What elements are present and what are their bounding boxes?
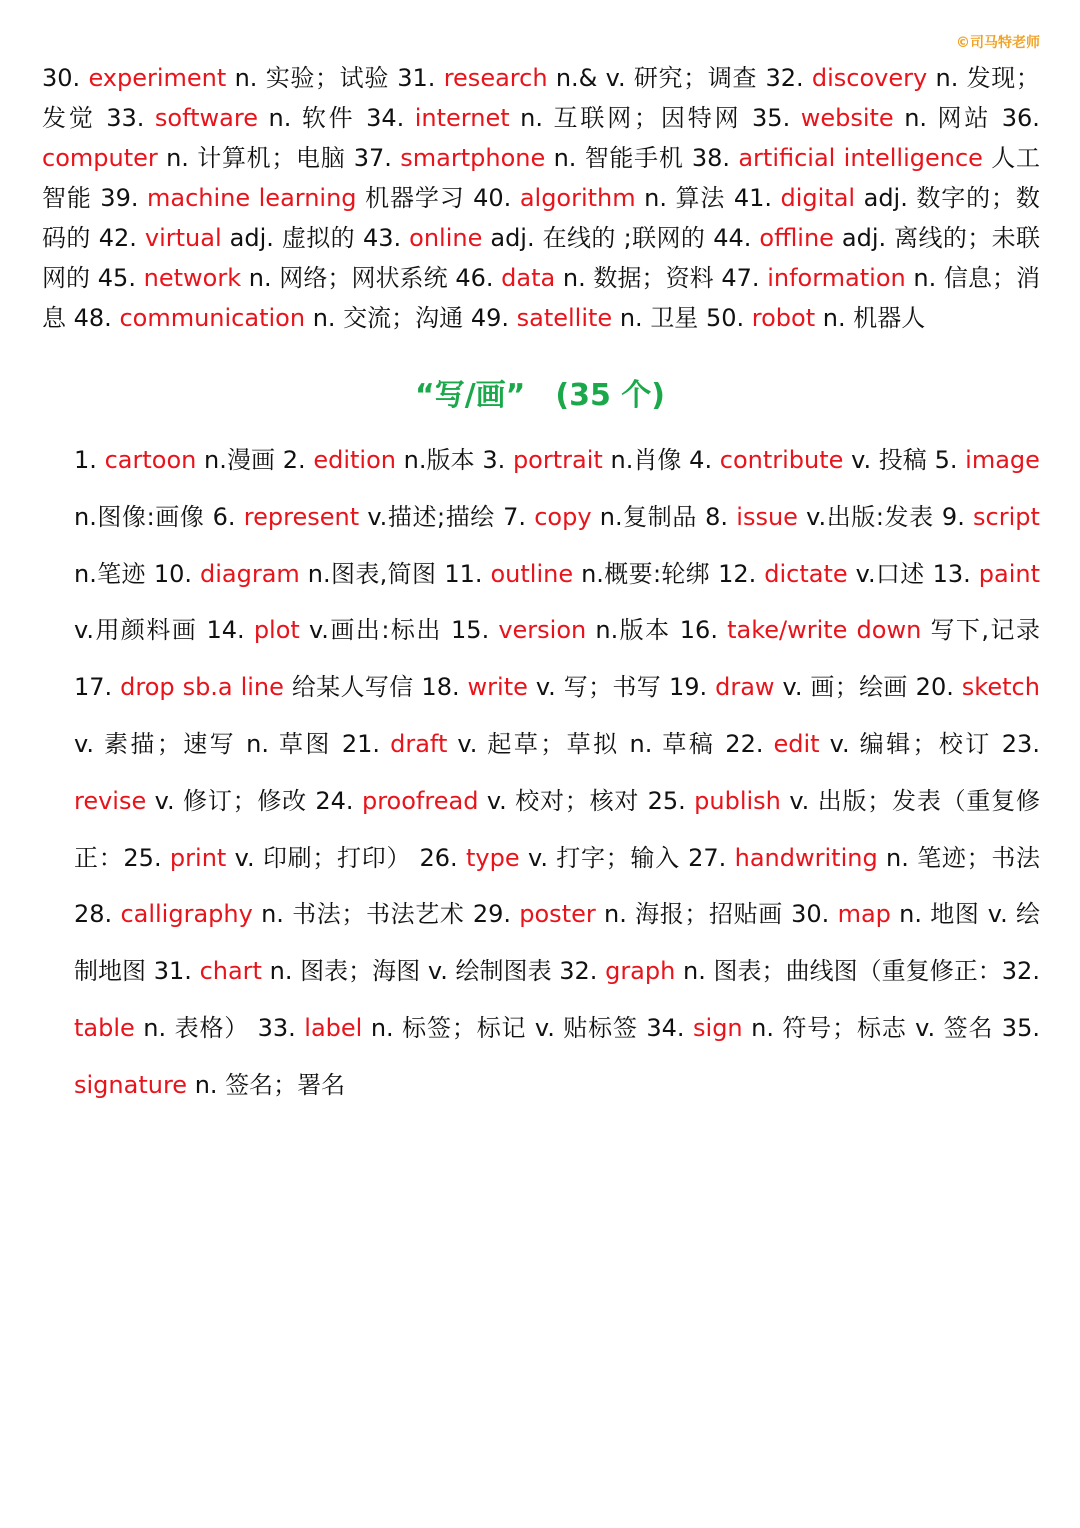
entry-definition: 给某人写信 xyxy=(291,673,414,702)
entry-word: represent xyxy=(243,502,360,531)
entry-definition: v. 打字；输入 xyxy=(527,843,680,872)
entry-word: copy xyxy=(534,502,592,531)
entry-definition: v. 编辑；校订 xyxy=(829,729,992,758)
vocab-entry xyxy=(42,64,389,92)
entry-definition: v. 写；书写 xyxy=(535,673,662,702)
vocab-entry xyxy=(74,446,275,474)
entry-number: 25. xyxy=(647,786,686,815)
entry-number: 17. xyxy=(74,673,113,702)
vocab-entry xyxy=(213,503,495,531)
vocab-entry xyxy=(154,560,436,588)
entry-number: 6. xyxy=(212,502,236,531)
entry-word: edition xyxy=(313,446,396,474)
entry-definition: n.漫画 xyxy=(204,446,276,474)
entry-number: 8. xyxy=(705,502,729,531)
entry-definition: n. 发现；发觉 xyxy=(42,64,1040,132)
entry-word: write xyxy=(467,673,528,702)
vocab-entry xyxy=(669,673,908,701)
vocab-entry xyxy=(342,730,715,758)
entry-definition: v. 印刷；打印） xyxy=(234,843,412,872)
entry-number: 40. xyxy=(473,184,512,212)
entry-number: 10. xyxy=(153,559,193,588)
entry-number: 11. xyxy=(444,559,483,588)
entry-definition: n. 互联网；因特网 xyxy=(520,104,742,132)
entry-number: 1. xyxy=(74,446,97,474)
entry-number: 47. xyxy=(721,264,760,292)
entry-definition: n. 软件 xyxy=(268,104,356,132)
entry-number: 23. xyxy=(1001,729,1040,758)
entry-number: 31. xyxy=(397,64,436,92)
vocab-entry xyxy=(170,844,411,872)
entry-word: sign xyxy=(693,1013,743,1042)
entry-definition: v.用颜料画 xyxy=(74,616,198,645)
vocab-entry xyxy=(444,560,710,588)
entry-definition: n.版本 xyxy=(595,616,671,645)
entry-word: issue xyxy=(736,502,798,531)
entry-word: artificial intelligence xyxy=(738,144,983,172)
vocab-entry xyxy=(689,446,927,474)
entry-definition: n. 智能手机 xyxy=(553,144,684,172)
entry-word: poster xyxy=(519,900,596,929)
entry-definition: v. 出版；发表（重复修正：25. xyxy=(74,786,1040,872)
entry-definition: n. 实验；试验 xyxy=(234,64,389,92)
vocab-entry xyxy=(705,503,934,531)
vocab-entry xyxy=(752,104,991,132)
entry-word: plot xyxy=(253,616,300,645)
entry-definition: n. 卫星 xyxy=(619,304,699,332)
entry-word: robot xyxy=(751,304,816,332)
entry-number: 13. xyxy=(932,559,971,588)
vocab-entry xyxy=(718,560,925,588)
vocab-entry xyxy=(283,446,475,474)
entry-word: publish xyxy=(694,786,781,815)
entry-definition: n. 笔迹；书法 xyxy=(886,843,1041,872)
entry-word: data xyxy=(501,264,556,292)
entry-word: table xyxy=(74,1013,135,1042)
entry-definition: n.肖像 xyxy=(610,446,682,474)
entry-number: 39. xyxy=(100,184,139,212)
vocab-list-technology xyxy=(42,58,1040,338)
watermark: ©司马特老师 xyxy=(956,35,1040,51)
entry-definition: v. 修订；修改 xyxy=(154,786,307,815)
entry-number: 31. xyxy=(153,957,192,986)
entry-word: portrait xyxy=(512,446,603,474)
entry-number: 37. xyxy=(353,144,392,172)
entry-definition: n.版本 xyxy=(403,446,475,474)
entry-number: 15. xyxy=(451,616,490,645)
entry-word: computer xyxy=(42,144,158,172)
entry-number: 14. xyxy=(206,616,245,645)
entry-number: 34. xyxy=(646,1013,685,1042)
entry-number: 26. xyxy=(419,843,458,872)
vocab-entry xyxy=(207,616,442,644)
entry-number: 30. xyxy=(42,64,81,92)
vocab-entry xyxy=(354,144,684,172)
entry-number: 22. xyxy=(725,729,764,758)
vocab-entry xyxy=(473,900,783,928)
entry-definition: v. 投稿 xyxy=(851,446,927,474)
entry-number: 21. xyxy=(341,729,381,758)
entry-definition: v. 素描；速写 n. 草图 xyxy=(74,729,332,758)
entry-word: image xyxy=(965,446,1040,474)
entry-number: 44. xyxy=(713,224,752,252)
entry-word: website xyxy=(800,104,894,132)
entry-definition: v.画出:标出 xyxy=(308,616,442,645)
entry-definition: v. 起草；草拟 n. 草稿 xyxy=(457,729,716,758)
vocab-list-write-draw xyxy=(42,432,1040,1114)
entry-definition: n. 信息；消息 xyxy=(42,264,1041,332)
entry-definition: n. 计算机；电脑 xyxy=(166,144,346,172)
entry-word: diagram xyxy=(200,559,300,588)
entry-definition: n. 图表；曲线图（重复修正：32. xyxy=(683,957,1040,986)
entry-definition: adj. 虚拟的 xyxy=(229,224,355,252)
vocab-entry xyxy=(74,1014,249,1042)
entry-word: revise xyxy=(74,786,147,815)
vocab-entry xyxy=(559,957,1040,985)
entry-definition: n. 表格） xyxy=(143,1013,250,1042)
section-title-write-draw: “写/画” (35 个) xyxy=(414,378,665,413)
entry-word: graph xyxy=(605,957,676,986)
entry-number: 35. xyxy=(752,104,791,132)
entry-word: information xyxy=(767,264,906,292)
entry-word: experiment xyxy=(88,64,227,92)
entry-word: discovery xyxy=(811,64,928,92)
entry-word: version xyxy=(498,616,587,645)
vocab-entry xyxy=(106,104,355,132)
entry-word: chart xyxy=(199,957,262,986)
vocab-entry xyxy=(363,224,705,252)
entry-definition: n. 图表；海图 v. 绘制图表 xyxy=(269,957,552,986)
entry-definition: n. 标签；标记 v. 贴标签 xyxy=(370,1013,638,1042)
entry-word: sketch xyxy=(961,673,1040,702)
entry-number: 9. xyxy=(941,502,965,531)
entry-number: 34. xyxy=(366,104,405,132)
entry-number: 41. xyxy=(733,184,772,212)
entry-definition: adj. 离线的；未联网的 xyxy=(42,224,1040,292)
entry-word: calligraphy xyxy=(120,900,253,929)
vocab-entry xyxy=(74,304,464,332)
entry-word: print xyxy=(169,843,227,872)
entry-number: 16. xyxy=(679,616,718,645)
entry-word: paint xyxy=(978,559,1040,588)
entry-number: 32. xyxy=(559,957,598,986)
entry-number: 49. xyxy=(470,304,509,332)
entry-number: 27. xyxy=(688,843,727,872)
entry-definition: n.复制品 xyxy=(599,502,697,531)
entry-definition: n. 算法 xyxy=(644,184,726,212)
vocab-entry xyxy=(98,264,448,292)
entry-word: handwriting xyxy=(734,843,878,872)
vocab-entry xyxy=(397,64,757,92)
entry-definition: n. 海报；招贴画 xyxy=(604,900,783,929)
vocab-entry xyxy=(503,503,697,531)
entry-word: take/write down xyxy=(727,616,922,645)
entry-definition: n. 签名；署名 xyxy=(194,1070,346,1099)
entry-number: 3. xyxy=(482,446,506,474)
entry-definition: n. 数据；资料 xyxy=(562,264,714,292)
entry-definition: 人工智能 xyxy=(42,144,1040,212)
entry-number: 18. xyxy=(421,673,460,702)
entry-definition: n.图像:画像 xyxy=(74,502,205,531)
vocab-entry xyxy=(74,900,465,928)
entry-word: offline xyxy=(759,224,834,252)
entry-word: draw xyxy=(715,673,775,702)
vocab-entry xyxy=(455,264,713,292)
entry-number: 45. xyxy=(97,264,136,292)
vocab-entry xyxy=(688,844,1040,872)
entry-word: outline xyxy=(490,559,574,588)
entry-definition: v.口述 xyxy=(855,559,925,588)
entry-word: online xyxy=(409,224,483,252)
vocab-entry xyxy=(471,304,699,332)
entry-definition: n. 网站 xyxy=(904,104,992,132)
entry-number: 29. xyxy=(472,900,511,929)
entry-word: script xyxy=(973,502,1040,531)
entry-number: 5. xyxy=(934,446,958,474)
entry-definition: v.出版:发表 xyxy=(806,502,934,531)
entry-definition: n. 地图 v. 绘制地图 xyxy=(74,900,1040,986)
entry-word: proofread xyxy=(361,786,479,815)
entry-definition: n.概要:轮绑 xyxy=(581,559,711,588)
entry-definition: n. 机器人 xyxy=(822,304,926,332)
entry-word: software xyxy=(154,104,258,132)
entry-number: 35. xyxy=(1001,1013,1040,1042)
entry-definition: n.& v. 研究；调查 xyxy=(555,64,758,92)
entry-word: digital xyxy=(780,184,856,212)
entry-number: 12. xyxy=(718,559,757,588)
vocab-entry xyxy=(725,730,991,758)
entry-word: algorithm xyxy=(519,184,636,212)
entry-number: 7. xyxy=(503,502,526,531)
entry-word: internet xyxy=(414,104,510,132)
vocab-entry xyxy=(315,787,639,815)
entry-word: communication xyxy=(119,304,306,332)
vocab-entry xyxy=(99,224,355,252)
vocab-entry xyxy=(473,184,725,212)
entry-word: map xyxy=(837,900,891,929)
vocab-entry xyxy=(154,957,552,985)
entry-number: 4. xyxy=(689,446,713,474)
entry-word: dictate xyxy=(764,559,848,588)
entry-definition: 机器学习 xyxy=(365,184,465,212)
entry-definition: n. 符号；标志 v. 签名 xyxy=(751,1013,994,1042)
entry-number: 38. xyxy=(691,144,731,172)
entry-number: 24. xyxy=(315,786,354,815)
vocab-entry xyxy=(451,616,671,644)
entry-number: 46. xyxy=(455,264,494,292)
entry-number: 43. xyxy=(362,224,402,252)
entry-word: contribute xyxy=(719,446,844,474)
entry-word: edit xyxy=(773,729,820,758)
entry-number: 20. xyxy=(915,673,954,702)
vocab-entry xyxy=(100,184,464,212)
entry-number: 30. xyxy=(791,900,830,929)
entry-definition: n.图表,简图 xyxy=(307,559,437,588)
vocab-entry xyxy=(646,1014,993,1042)
entry-number: 50. xyxy=(705,304,745,332)
vocab-entry xyxy=(706,304,925,332)
entry-number: 33. xyxy=(106,104,145,132)
entry-definition: v. 校对；核对 xyxy=(486,786,640,815)
entry-number: 32. xyxy=(765,64,804,92)
entry-number: 36. xyxy=(1001,104,1040,132)
entry-word: network xyxy=(143,264,242,292)
entry-word: virtual xyxy=(144,224,222,252)
entry-word: machine learning xyxy=(146,184,357,212)
entry-definition: adj. 数字的；数码的 xyxy=(42,184,1040,252)
entry-number: 28. xyxy=(74,900,113,929)
entry-word: drop sb.a line xyxy=(120,673,284,702)
entry-definition: 写下,记录 xyxy=(930,616,1041,645)
entry-number: 42. xyxy=(98,224,137,252)
vocab-entry xyxy=(680,616,1040,644)
entry-word: smartphone xyxy=(400,144,546,172)
vocab-entry xyxy=(366,104,741,132)
entry-word: label xyxy=(304,1013,363,1042)
entry-word: satellite xyxy=(516,304,613,332)
vocab-entry xyxy=(421,673,661,701)
entry-number: 19. xyxy=(669,673,708,702)
entry-definition: v. 画；绘画 xyxy=(782,673,908,702)
entry-word: signature xyxy=(74,1070,188,1099)
entry-word: draft xyxy=(390,729,448,758)
vocab-entry xyxy=(258,1014,638,1042)
entry-definition: n. 网络；网状系统 xyxy=(248,264,448,292)
entry-number: 48. xyxy=(73,304,112,332)
entry-number: 2. xyxy=(282,446,306,474)
entry-definition: v.描述;描绘 xyxy=(367,502,495,531)
vocab-entry xyxy=(74,673,413,701)
entry-number: 33. xyxy=(257,1013,296,1042)
entry-word: research xyxy=(443,64,548,92)
entry-definition: n. 交流；沟通 xyxy=(312,304,464,332)
vocab-entry xyxy=(420,844,680,872)
entry-word: cartoon xyxy=(104,446,197,474)
entry-definition: n. 书法；书法艺术 xyxy=(261,900,465,929)
entry-word: type xyxy=(466,843,520,872)
entry-definition: adj. 在线的 ;联网的 xyxy=(490,224,706,252)
entry-definition: n.笔迹 xyxy=(74,559,146,588)
vocab-entry xyxy=(482,446,681,474)
